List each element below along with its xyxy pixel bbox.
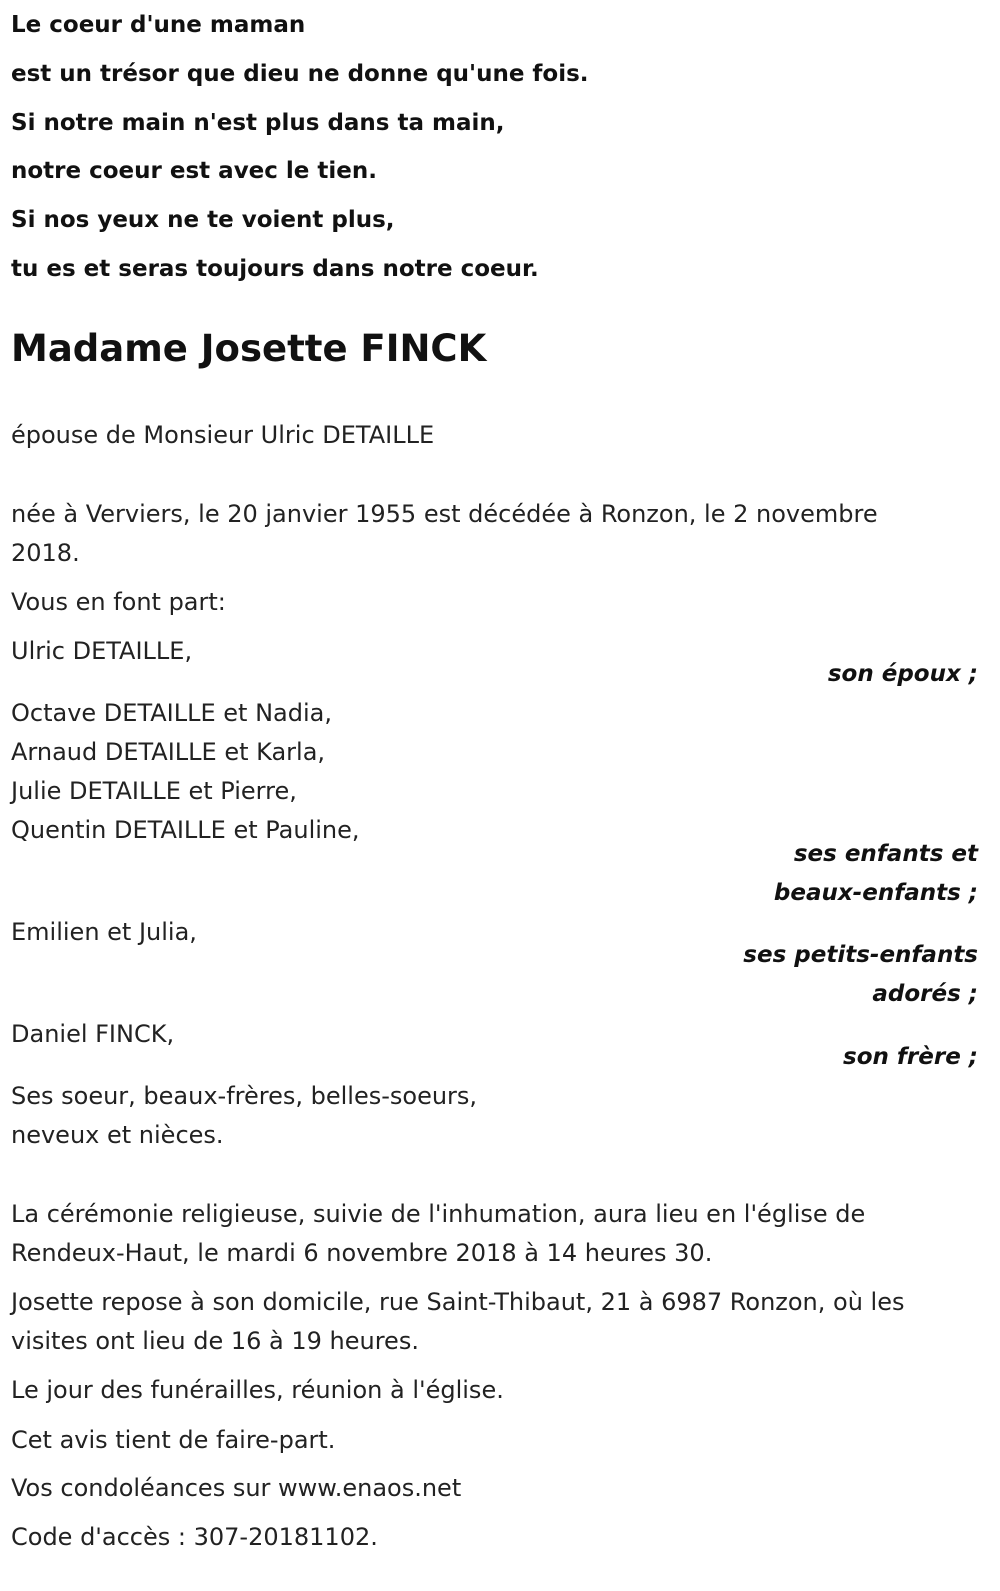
- family-spouse-name: Ulric DETAILLE,: [11, 637, 193, 665]
- ceremony-line-1: La cérémonie religieuse, suivie de l'inhumation, aura lieu en l'église de: [11, 1200, 866, 1228]
- family-child-1: Octave DETAILLE et Nadia,: [11, 699, 332, 727]
- family-grandchildren-relation-1: ses petits-enfants: [743, 942, 978, 968]
- family-grandchildren: Emilien et Julia,: [11, 918, 197, 946]
- funeral-day-line: Le jour des funérailles, réunion à l'église.: [11, 1376, 504, 1404]
- access-code-line: Code d'accès : 307-20181102.: [11, 1523, 378, 1551]
- spouse-line: épouse de Monsieur Ulric DETAILLE: [11, 421, 435, 449]
- birth-death-line-2: 2018.: [11, 539, 80, 567]
- announce-line: Vous en font part:: [11, 588, 226, 616]
- repose-line-2: visites ont lieu de 16 à 19 heures.: [11, 1327, 419, 1355]
- family-children-relation-2: beaux-enfants ;: [773, 880, 978, 906]
- family-child-4: Quentin DETAILLE et Pauline,: [11, 816, 360, 844]
- family-others-line-2: neveux et nièces.: [11, 1121, 224, 1149]
- family-brother: Daniel FINCK,: [11, 1020, 175, 1048]
- family-children-relation-1: ses enfants et: [793, 841, 978, 867]
- poem-line-4: notre coeur est avec le tien.: [11, 158, 378, 184]
- birth-death-line-1: née à Verviers, le 20 janvier 1955 est décédée à Ronzon, le 2 novembre: [11, 500, 878, 528]
- poem-line-2: est un trésor que dieu ne donne qu'une fois.: [11, 61, 589, 87]
- family-child-3: Julie DETAILLE et Pierre,: [11, 777, 297, 805]
- family-child-2: Arnaud DETAILLE et Karla,: [11, 738, 326, 766]
- family-grandchildren-relation-2: adorés ;: [872, 981, 978, 1007]
- poem-line-6: tu es et seras toujours dans notre coeur.: [11, 256, 539, 282]
- repose-line-1: Josette repose à son domicile, rue Saint-Thibaut, 21 à 6987 Ronzon, où les: [11, 1288, 905, 1316]
- family-others-line-1: Ses soeur, beaux-frères, belles-soeurs,: [11, 1082, 478, 1110]
- family-brother-relation: son frère ;: [843, 1044, 978, 1070]
- condolences-line: Vos condoléances sur www.enaos.net: [11, 1474, 462, 1502]
- family-spouse-relation: son époux ;: [827, 661, 978, 687]
- poem-line-5: Si nos yeux ne te voient plus,: [11, 207, 395, 233]
- ceremony-line-2: Rendeux-Haut, le mardi 6 novembre 2018 à 14 heures 30.: [11, 1239, 713, 1267]
- notice-line: Cet avis tient de faire-part.: [11, 1426, 336, 1454]
- poem-line-1: Le coeur d'une maman: [11, 12, 306, 38]
- poem-line-3: Si notre main n'est plus dans ta main,: [11, 110, 505, 136]
- deceased-name: Madame Josette FINCK: [11, 327, 487, 370]
